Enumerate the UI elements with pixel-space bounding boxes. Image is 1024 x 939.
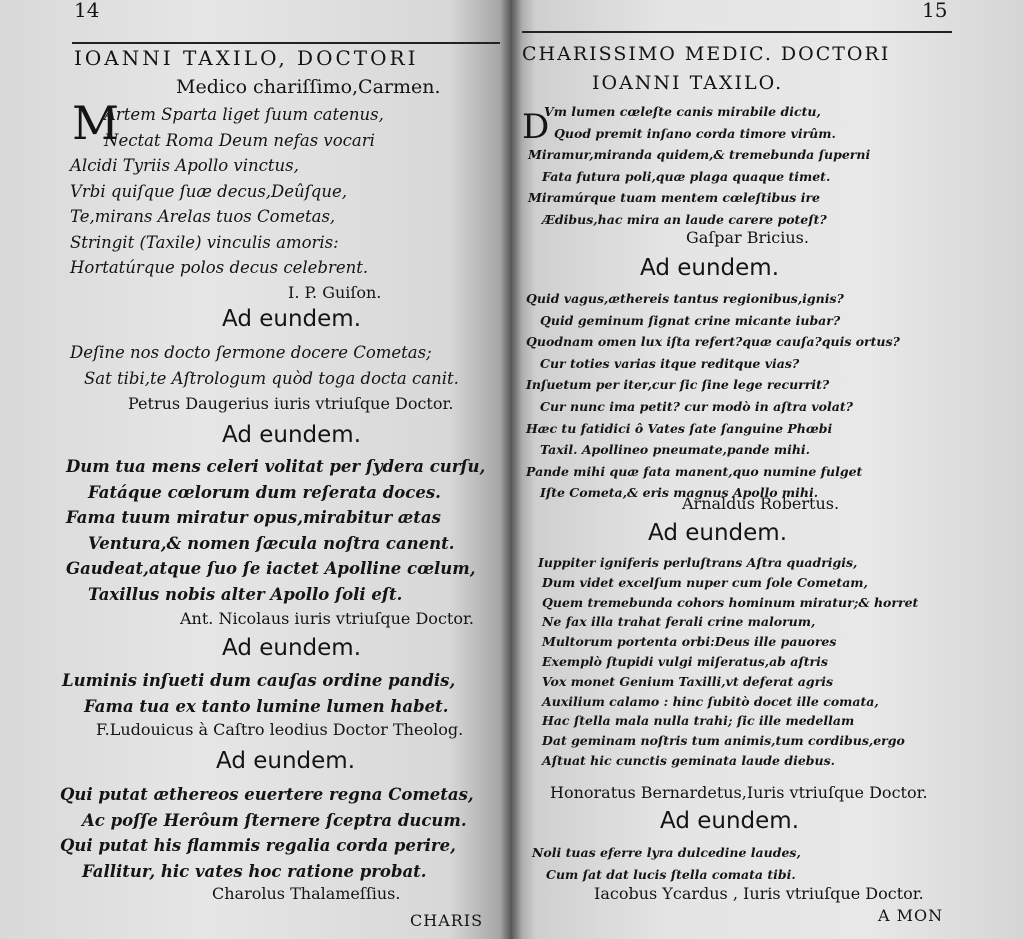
poem-line: Ventura,& nomen ſæcula noſtra canent. [88,533,455,553]
poem-3-left [66,454,485,608]
signature-daugerius: Petrus Daugerius iuris vtriuſque Doctor. [128,394,454,413]
signature-bernardetus: Honoratus Bernardetus,Iuris vtriuſque Doctor. [550,783,928,802]
poem-line: Quod premit inſano corda timore virûm. [554,125,836,141]
ad-eundem-title: Ad eundem. [648,520,788,546]
poem-line: Hortatúrque polos decus celebrent. [70,258,369,278]
poem-line: Vox monet Genium Taxilli,vt deferat agris [542,673,833,689]
poem-line: Miramúrque tuam mentem cœleſtibus ire [528,190,820,206]
signature-bricius: Gaſpar Bricius. [686,228,809,247]
poem-line: Qui putat æthereos euertere regna Cometas, [60,785,474,804]
poem-line: Quem tremebunda cohors hominum miratur;& horret [542,594,919,610]
page-heading-right: CHARISSIMO MEDIC. DOCTORI [522,43,891,65]
signature-nicolaus: Ant. Nicolaus iuris vtriuſque Doctor. [180,609,474,628]
poem-line: Pande mihi quæ fata manent,quo numine fulget [526,463,863,479]
poem-line: Deſine nos docto ſermone docere Cometas; [70,343,432,362]
poem-line: Vrbi quiſque ſuæ decus,Deûſque, [70,181,347,201]
right-page [510,0,1024,939]
poem-line: Stringit (Taxile) vinculis amoris: [70,232,339,252]
poem-line: Iſte Cometa,& eris magnus Apollo mihi. [540,485,819,501]
poem-line: Fama tua ex tanto lumine lumen habet. [84,696,449,716]
poem-line: Multorum portenta orbi:Deus ille pauores [542,634,837,650]
signature-ycardus: Iacobus Ycardus , Iuris vtriuſque Doctor. [594,884,924,903]
page-number-right: 15 [922,0,948,22]
ad-eundem-title: Ad eundem. [222,306,362,332]
poem-line: Ac poſſe Herôum ſternere ſceptra ducum. [82,810,467,830]
poem-line: Gaudeat,atque ſuo ſe iactet Apolline cœlum, [66,559,476,579]
poem-line: Quodnam omen lux iſta refert?quæ cauſa?quis ortus? [526,334,900,350]
catchword-right: A MON [878,906,944,925]
signature-guison: I. P. Guiſon. [288,283,382,302]
poem-4-right [532,842,801,885]
poem-line: Fata futura poli,quæ plaga quaque timet. [542,168,831,184]
poem-line: Taxil. Apollineo pneumate,pande mihi. [540,442,811,458]
poem-line: Alcidi Tyriis Apollo vinctus, [70,156,299,175]
left-page [0,0,510,939]
page-number-left: 14 [74,0,100,22]
poem-line: Fama tuum miratur opus,mirabitur ætas [66,508,441,528]
poem-line: Fallitur, hic vates hoc ratione probat. [82,861,427,881]
drop-cap-left: M [72,96,120,150]
book-gutter-shadow [500,0,522,939]
poem-line: Noli tuas eferre lyra dulcedine laudes, [532,845,801,860]
ad-eundem-title: Ad eundem. [222,422,362,448]
ad-eundem-title: Ad eundem. [222,635,362,661]
signature-thalamessius: Charolus Thalameſſius. [212,884,401,903]
signature-a-castro: F.Ludouicus à Caſtro leodius Doctor Theolog. [96,720,464,739]
poem-line: Dum tua mens celeri volitat per ſydera curſu, [66,457,486,476]
header-rule-left [72,42,500,44]
poem-1-left-body [70,153,368,281]
poem-line: Nectat Roma Deum nefas vocari [104,130,375,150]
poem-line: Sat tibi,te Aſtrologum quòd toga docta canit. [84,368,459,388]
poem-2-right [526,288,900,504]
page-subheading-left: Medico chariſſimo,Carmen. [176,76,441,98]
poem-line: Miramur,miranda quidem,& tremebunda ſuperni [528,147,871,163]
poem-line: Quid geminum ſignat crine micante iubar? [540,312,841,328]
poem-line: Hac ſtella mala nulla trahi; ſic ille medellam [542,713,855,729]
poem-line: Artem Sparta liget ſuum catenus, [104,105,384,124]
poem-3-right [528,553,918,771]
poem-line: Taxillus nobis alter Apollo ſoli eſt. [88,584,403,604]
ad-eundem-title: Ad eundem. [660,808,800,834]
poem-line: Luminis inſueti dum cauſas ordine pandis, [62,671,456,690]
poem-5-left [60,782,474,884]
poem-1-left-opening [104,102,384,153]
drop-cap-right: D [522,107,550,147]
catchword-left: CHARIS [410,911,484,930]
poem-line: Auxilium calamo : hinc ſubitò docet ille comata, [542,693,879,709]
poem-line: Qui putat his flammis regalia corda perire, [60,836,456,856]
poem-line: Cur nunc ima petit? cur modò in aſtra volat? [540,398,853,414]
poem-line: Vm lumen cœleſte canis mirabile dictu, [544,104,821,119]
poem-line: Te,mirans Arelas tuos Cometas, [70,207,336,227]
poem-line: Cum ſat dat lucis ſtella comata tibi. [546,866,796,882]
signature-robertus: Arnaldus Robertus. [682,494,840,513]
poem-2-left [70,340,459,391]
page-subheading-right: IOANNI TAXILO. [592,72,784,94]
poem-line: Fatáque cœlorum dum reſerata doces. [88,482,441,502]
poem-line: Quid vagus,æthereis tantus regionibus,ignis? [526,291,844,306]
page-heading-left: IOANNI TAXILO, DOCTORI [74,46,419,70]
poem-line: Hæc tu fatidici ô Vates ſate ſanguine Phœbi [526,420,833,436]
poem-line: Cur toties varias itque reditque vias? [540,355,800,371]
poem-line: Aſtuat hic cunctis geminata laude diebus. [542,752,835,768]
poem-line: Dum videt excelſum nuper cum ſole Cometam, [542,574,868,590]
ad-eundem-title: Ad eundem. [216,748,356,774]
poem-1-right [528,101,870,231]
ad-eundem-title: Ad eundem. [640,255,780,281]
poem-line: Ne fax illa trahat ferali crine malorum, [542,614,816,630]
poem-line: Dat geminam noſtris tum animis,tum cordibus,ergo [542,733,905,749]
poem-line: Ædibus,hac mira an laude carere poteſt? [542,211,827,227]
poem-line: Exemplò ſtupidi vulgi miſeratus,ab aſtris [542,653,828,669]
poem-line: Inſuetum per iter,cur ſic ſine lege recurrit? [526,377,830,393]
header-rule-right [522,31,952,33]
poem-line: Iuppiter igniferis perluſtrans Aſtra quadrigis, [538,555,858,570]
poem-4-left [62,668,455,719]
